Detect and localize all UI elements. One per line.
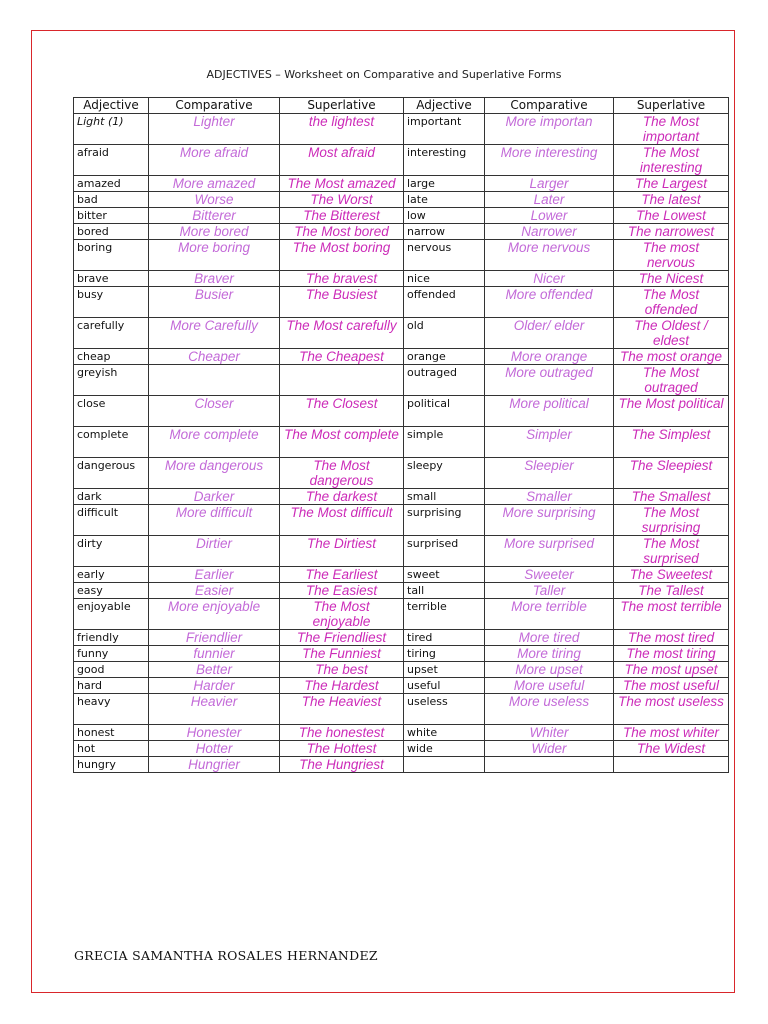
table-row	[74, 505, 729, 536]
adjective-cell: carefully	[74, 318, 149, 349]
comparative-cell: Closer	[149, 396, 280, 427]
superlative-cell: The Worst	[280, 192, 404, 208]
table-row	[74, 662, 729, 678]
table-row	[74, 678, 729, 694]
header-comparative: Comparative	[485, 98, 614, 114]
table-row	[74, 427, 729, 458]
superlative-cell: The Smallest	[614, 489, 729, 505]
superlative-cell: The Most surprised	[614, 536, 729, 567]
table-row	[74, 365, 729, 396]
table-row	[74, 240, 729, 271]
adjective-cell: tired	[404, 630, 485, 646]
comparative-cell: Easier	[149, 583, 280, 599]
comparative-cell: Better	[149, 662, 280, 678]
comparative-cell: More amazed	[149, 176, 280, 192]
adjective-cell: friendly	[74, 630, 149, 646]
adjective-cell: hot	[74, 741, 149, 757]
superlative-cell	[280, 365, 404, 396]
comparative-cell: Wider	[485, 741, 614, 757]
adjective-cell: bitter	[74, 208, 149, 224]
adjective-cell: tall	[404, 583, 485, 599]
adjective-cell: bad	[74, 192, 149, 208]
comparative-cell: Simpler	[485, 427, 614, 458]
comparative-cell: Taller	[485, 583, 614, 599]
adjective-cell: orange	[404, 349, 485, 365]
superlative-cell: the lightest	[280, 114, 404, 145]
comparative-cell	[149, 365, 280, 396]
adjective-cell: difficult	[74, 505, 149, 536]
table-row	[74, 224, 729, 240]
comparative-cell: More political	[485, 396, 614, 427]
adjective-cell: nice	[404, 271, 485, 287]
worksheet-title: ADJECTIVES – Worksheet on Comparative and Superlative Forms	[206, 68, 562, 81]
superlative-cell: The most whiter	[614, 725, 729, 741]
table-row	[74, 192, 729, 208]
comparative-cell: Harder	[149, 678, 280, 694]
table-row	[74, 489, 729, 505]
adjective-cell: afraid	[74, 145, 149, 176]
superlative-cell: The Most enjoyable	[280, 599, 404, 630]
superlative-cell: The Most boring	[280, 240, 404, 271]
adjective-cell: honest	[74, 725, 149, 741]
adjective-cell: outraged	[404, 365, 485, 396]
superlative-cell: The Most amazed	[280, 176, 404, 192]
comparative-cell: More boring	[149, 240, 280, 271]
adjective-cell: cheap	[74, 349, 149, 365]
superlative-cell: The Most surprising	[614, 505, 729, 536]
superlative-cell: The Sweetest	[614, 567, 729, 583]
comparative-cell: More complete	[149, 427, 280, 458]
superlative-cell: The Bitterest	[280, 208, 404, 224]
comparative-cell: Darker	[149, 489, 280, 505]
comparative-cell: Lighter	[149, 114, 280, 145]
superlative-cell: The Sleepiest	[614, 458, 729, 489]
superlative-cell: The Funniest	[280, 646, 404, 662]
superlative-cell: The Dirtiest	[280, 536, 404, 567]
adjective-cell: good	[74, 662, 149, 678]
adjective-cell: close	[74, 396, 149, 427]
adjective-cell: small	[404, 489, 485, 505]
adjective-cell: interesting	[404, 145, 485, 176]
adjective-cell: narrow	[404, 224, 485, 240]
comparative-cell: Honester	[149, 725, 280, 741]
superlative-cell: The latest	[614, 192, 729, 208]
superlative-cell: The best	[280, 662, 404, 678]
header-row	[74, 98, 729, 114]
adjective-cell: useful	[404, 678, 485, 694]
comparative-cell: More afraid	[149, 145, 280, 176]
superlative-cell: The Oldest / eldest	[614, 318, 729, 349]
superlative-cell: The Heaviest	[280, 694, 404, 725]
comparative-cell: More surprising	[485, 505, 614, 536]
comparative-cell: Larger	[485, 176, 614, 192]
table-row	[74, 396, 729, 427]
comparative-cell: Hungrier	[149, 757, 280, 773]
table-row	[74, 536, 729, 567]
superlative-cell: The Largest	[614, 176, 729, 192]
adjective-cell: enjoyable	[74, 599, 149, 630]
comparative-cell: More difficult	[149, 505, 280, 536]
table-row	[74, 757, 729, 773]
superlative-cell: The Lowest	[614, 208, 729, 224]
superlative-cell: The Most important	[614, 114, 729, 145]
adjective-cell: funny	[74, 646, 149, 662]
table-row	[74, 599, 729, 630]
adjective-cell: large	[404, 176, 485, 192]
adjective-cell: complete	[74, 427, 149, 458]
adjective-cell: offended	[404, 287, 485, 318]
superlative-cell: The Most dangerous	[280, 458, 404, 489]
adjective-cell: early	[74, 567, 149, 583]
adjective-cell: heavy	[74, 694, 149, 725]
table-row	[74, 725, 729, 741]
comparative-cell: More terrible	[485, 599, 614, 630]
superlative-cell	[614, 757, 729, 773]
comparative-cell: More orange	[485, 349, 614, 365]
comparative-cell: Heavier	[149, 694, 280, 725]
table-row	[74, 567, 729, 583]
adjective-cell: wide	[404, 741, 485, 757]
superlative-cell: The Tallest	[614, 583, 729, 599]
comparative-cell: Busier	[149, 287, 280, 318]
comparative-cell: Dirtier	[149, 536, 280, 567]
comparative-cell: Smaller	[485, 489, 614, 505]
comparative-cell: More outraged	[485, 365, 614, 396]
adjective-cell: Light (1)	[74, 114, 149, 145]
adjective-cell: surprised	[404, 536, 485, 567]
table-row	[74, 583, 729, 599]
adjective-cell: busy	[74, 287, 149, 318]
adjective-cell: hard	[74, 678, 149, 694]
adjective-cell: dangerous	[74, 458, 149, 489]
comparative-cell: Earlier	[149, 567, 280, 583]
adjectives-table	[73, 97, 729, 773]
adjective-cell: important	[404, 114, 485, 145]
superlative-cell: The most nervous	[614, 240, 729, 271]
superlative-cell: The most orange	[614, 349, 729, 365]
superlative-cell: The Most offended	[614, 287, 729, 318]
comparative-cell: Older/ elder	[485, 318, 614, 349]
superlative-cell: The Cheapest	[280, 349, 404, 365]
adjective-cell: surprising	[404, 505, 485, 536]
adjective-cell: political	[404, 396, 485, 427]
adjective-cell: bored	[74, 224, 149, 240]
superlative-cell: The Hungriest	[280, 757, 404, 773]
adjective-cell: boring	[74, 240, 149, 271]
comparative-cell: funnier	[149, 646, 280, 662]
adjective-cell: amazed	[74, 176, 149, 192]
superlative-cell: The Hardest	[280, 678, 404, 694]
comparative-cell: Later	[485, 192, 614, 208]
superlative-cell: The Closest	[280, 396, 404, 427]
superlative-cell: The Most political	[614, 396, 729, 427]
comparative-cell: More enjoyable	[149, 599, 280, 630]
comparative-cell	[485, 757, 614, 773]
comparative-cell: More tired	[485, 630, 614, 646]
header-superlative: Superlative	[280, 98, 404, 114]
table-row	[74, 458, 729, 489]
comparative-cell: Whiter	[485, 725, 614, 741]
table-row	[74, 145, 729, 176]
adjective-cell: white	[404, 725, 485, 741]
comparative-cell: More surprised	[485, 536, 614, 567]
table-row	[74, 114, 729, 145]
table-row	[74, 271, 729, 287]
comparative-cell: More Carefully	[149, 318, 280, 349]
superlative-cell: The Simplest	[614, 427, 729, 458]
comparative-cell: Nicer	[485, 271, 614, 287]
comparative-cell: Friendlier	[149, 630, 280, 646]
comparative-cell: Narrower	[485, 224, 614, 240]
superlative-cell: The Most bored	[280, 224, 404, 240]
adjective-cell: greyish	[74, 365, 149, 396]
superlative-cell: The Friendliest	[280, 630, 404, 646]
superlative-cell: The Most complete	[280, 427, 404, 458]
superlative-cell: The bravest	[280, 271, 404, 287]
adjective-cell: hungry	[74, 757, 149, 773]
header-superlative: Superlative	[614, 98, 729, 114]
comparative-cell: Bitterer	[149, 208, 280, 224]
adjective-cell: simple	[404, 427, 485, 458]
comparative-cell: More upset	[485, 662, 614, 678]
superlative-cell: The Easiest	[280, 583, 404, 599]
adjective-cell: old	[404, 318, 485, 349]
adjective-cell: dark	[74, 489, 149, 505]
comparative-cell: More useless	[485, 694, 614, 725]
superlative-cell: The most tiring	[614, 646, 729, 662]
comparative-cell: More useful	[485, 678, 614, 694]
table-row	[74, 176, 729, 192]
table-row	[74, 208, 729, 224]
superlative-cell: Most afraid	[280, 145, 404, 176]
adjective-cell: brave	[74, 271, 149, 287]
comparative-cell: More importan	[485, 114, 614, 145]
superlative-cell: The Busiest	[280, 287, 404, 318]
adjective-cell: tiring	[404, 646, 485, 662]
superlative-cell: The most useful	[614, 678, 729, 694]
superlative-cell: The Most outraged	[614, 365, 729, 396]
comparative-cell: Sleepier	[485, 458, 614, 489]
superlative-cell: The most useless	[614, 694, 729, 725]
adjective-cell: dirty	[74, 536, 149, 567]
table-row	[74, 349, 729, 365]
adjective-cell: sleepy	[404, 458, 485, 489]
header-adjective: Adjective	[74, 98, 149, 114]
comparative-cell: More tiring	[485, 646, 614, 662]
superlative-cell: The Most carefully	[280, 318, 404, 349]
comparative-cell: More nervous	[485, 240, 614, 271]
superlative-cell: The Most interesting	[614, 145, 729, 176]
comparative-cell: More interesting	[485, 145, 614, 176]
adjective-cell: nervous	[404, 240, 485, 271]
comparative-cell: Braver	[149, 271, 280, 287]
comparative-cell: Hotter	[149, 741, 280, 757]
author-name: GRECIA SAMANTHA ROSALES HERNANDEZ	[74, 948, 378, 963]
table-row	[74, 646, 729, 662]
adjective-cell: late	[404, 192, 485, 208]
header-comparative: Comparative	[149, 98, 280, 114]
comparative-cell: Sweeter	[485, 567, 614, 583]
adjective-cell: low	[404, 208, 485, 224]
superlative-cell: The most tired	[614, 630, 729, 646]
superlative-cell: The darkest	[280, 489, 404, 505]
superlative-cell: The honestest	[280, 725, 404, 741]
adjective-cell: sweet	[404, 567, 485, 583]
adjective-cell: easy	[74, 583, 149, 599]
table-row	[74, 741, 729, 757]
superlative-cell: The most upset	[614, 662, 729, 678]
comparative-cell: More offended	[485, 287, 614, 318]
table-row	[74, 694, 729, 725]
comparative-cell: More dangerous	[149, 458, 280, 489]
superlative-cell: The Earliest	[280, 567, 404, 583]
comparative-cell: Worse	[149, 192, 280, 208]
comparative-cell: Cheaper	[149, 349, 280, 365]
superlative-cell: The Hottest	[280, 741, 404, 757]
table-row	[74, 318, 729, 349]
superlative-cell: The most terrible	[614, 599, 729, 630]
superlative-cell: The Nicest	[614, 271, 729, 287]
header-adjective: Adjective	[404, 98, 485, 114]
adjective-cell: useless	[404, 694, 485, 725]
table-row	[74, 630, 729, 646]
superlative-cell: The Widest	[614, 741, 729, 757]
adjective-cell: upset	[404, 662, 485, 678]
superlative-cell: The Most difficult	[280, 505, 404, 536]
adjective-cell	[404, 757, 485, 773]
superlative-cell: The narrowest	[614, 224, 729, 240]
adjective-cell: terrible	[404, 599, 485, 630]
comparative-cell: Lower	[485, 208, 614, 224]
comparative-cell: More bored	[149, 224, 280, 240]
table-row	[74, 287, 729, 318]
